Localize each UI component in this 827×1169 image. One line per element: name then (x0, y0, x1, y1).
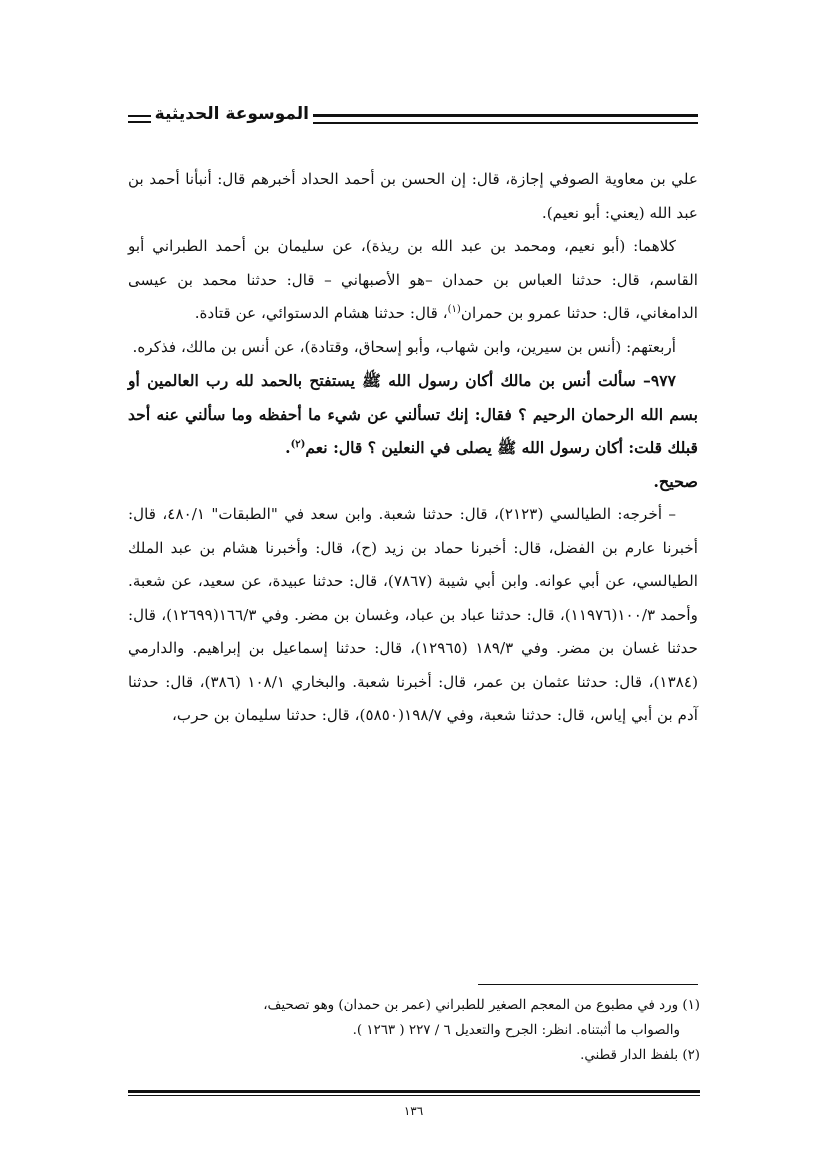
bottom-rule-thick (128, 1090, 700, 1093)
chain-2-text-end: ، قال: حدثنا هشام الدستوائي، عن قتادة. (194, 304, 448, 322)
hadith-grade: صحيح. (653, 471, 698, 491)
hadith-text (128, 364, 698, 465)
header-rule-right (313, 114, 698, 124)
footnote-2: (٢) بلفظ الدار قطني. (580, 1048, 700, 1063)
header-title: الموسوعة الحديثية (151, 104, 313, 124)
paragraph-chain-1: علي بن معاوية الصوفي إجازة، قال: إن الحسن بن أحمد الحداد أخبرهم قال: أنبأنا أحمد بن عبد الله (يعني: أبو نعيم). (128, 170, 698, 222)
main-text (128, 163, 698, 733)
hadith-body: ٩٧٧– سألت أنس بن مالك أكان رسول الله ﷺ يستفتح بالحمد لله رب العالمين أو بسم الله الرحمان الرحيم ؟ فقال: إنك تسألني عن شيء ما أحفظه وما سألني عنه أحد قبلك قلت: أكان رسول الله ﷺ يصلى في النعلين ؟ قال: نعم (128, 371, 698, 457)
paragraph-chain-2 (128, 230, 698, 331)
paragraph-chain-3: أربعتهم: (أنس بن سيرين، وابن شهاب، وأبو إسحاق، وقتادة)، عن أنس بن مالك، فذكره. (132, 337, 676, 356)
takhrij-paragraph: – أخرجه: الطيالسي (٢١٢٣)، قال: حدثنا شعبة. وابن سعد في "الطبقات" ٤٨٠/١، قال: أخبرنا عارم بن الفضل، قال: أخبرنا حماد بن زيد (ح)، قال: وأخبرنا هشام بن عبد الملك الطيالسي، عن أبي عوانه. وابن أبي شيبة (٧٨٦٧)، قال: حدثنا عبيدة، عن سعيد، عن شعبة. وأحمد ١٠٠/٣(١١٩٧٦)، قال: حدثنا عباد بن عباد، وغسان بن مضر. وفي ١٦٦/٣(١٢٦٩٩)، قال: حدثنا غسان بن مضر. وفي ١٨٩/٣ (١٢٩٦٥)، قال: حدثنا إسماعيل بن إبراهيم. والدارمي (١٣٨٤)، قال: حدثنا عثمان بن عمر، قال: أخبرنا شعبة. والبخاري ١٠٨/١ (٣٨٦)، قال: حدثنا آدم بن أبي إياس، قال: حدثنا شعبة، وفي ١٩٨/٧(٥٨٥٠)، قال: حدثنا سليمان بن حرب، (128, 505, 698, 724)
chain-2-text: كلاهما: (أبو نعيم، ومحمد بن عبد الله بن ريذة)، عن سليمان بن أحمد الطبراني أبو القاسم، قال: حدثنا العباس بن حمدان –هو الأصبهاني – قال: حدثنا محمد بن عيسى الدامغاني، قال: حدثنا عمرو بن حمران (128, 237, 698, 322)
footnotes (128, 993, 700, 1068)
footnote-ref-2[interactable]: (٢) (290, 438, 306, 450)
footnote-1: (١) ورد في مطبوع من المعجم الصغير للطبراني (عمر بن حمدان) وهو تصحيف، (263, 998, 700, 1013)
hadith-end: . (285, 438, 291, 457)
bottom-rule-thin (128, 1095, 700, 1096)
running-header (128, 101, 698, 135)
footnote-ref-1[interactable]: (١) (447, 303, 461, 315)
page-number: ١٣٦ (403, 1104, 424, 1118)
footnote-1-continued: والصواب ما أثبتناه. انظر: الجرح والتعديل ٦ / ٢٢٧ ( ١٢٦٣ ). (352, 1023, 680, 1038)
footnote-separator (478, 984, 698, 985)
